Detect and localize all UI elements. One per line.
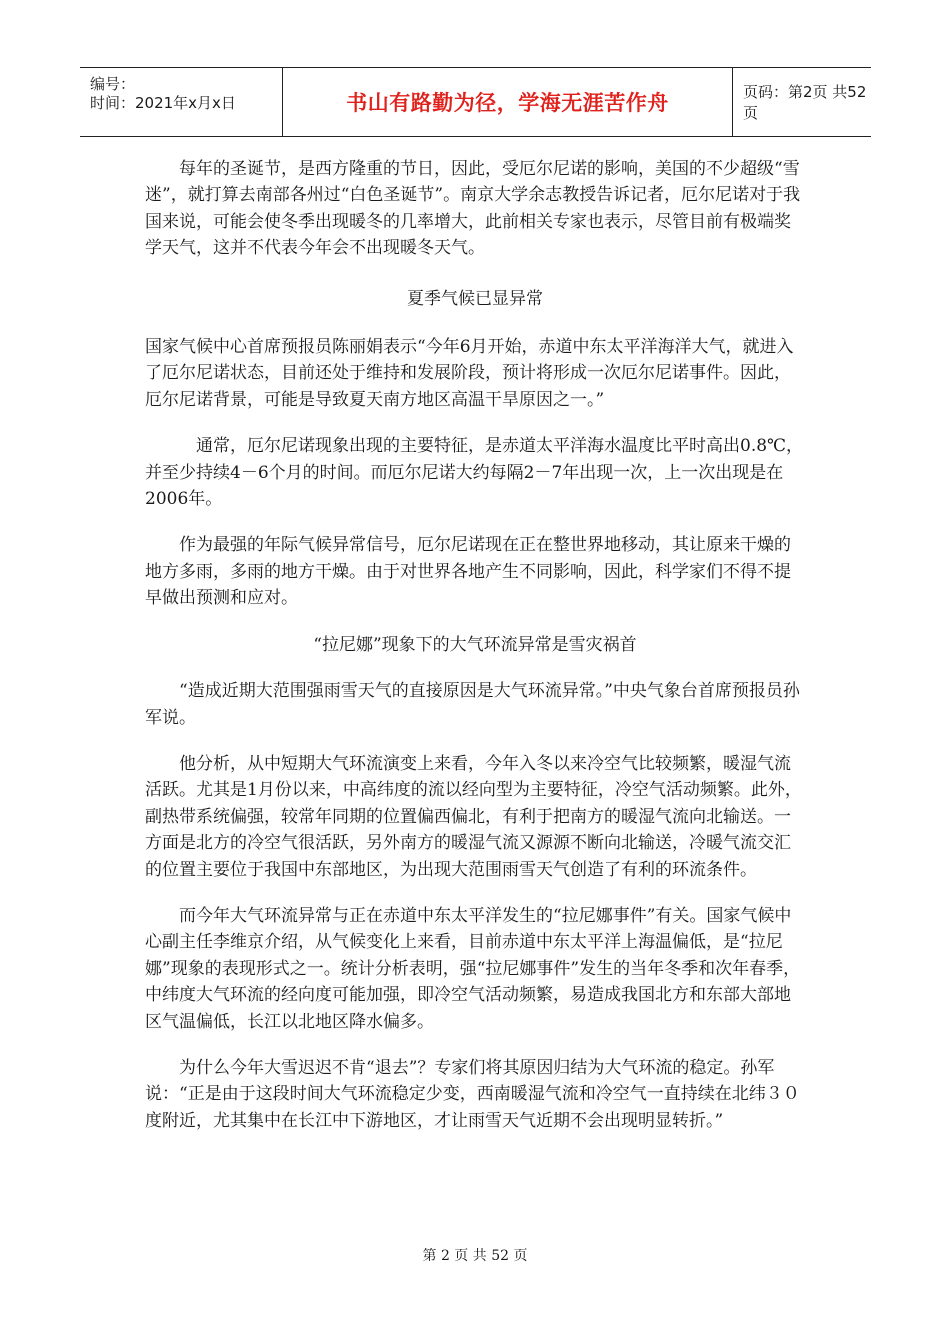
section-heading: “拉尼娜”现象下的大气环流异常是雪灾祸首 bbox=[313, 634, 637, 655]
motto-text: 书山有路勤为径，学海无涯苦作舟 bbox=[346, 91, 669, 115]
section-heading: 夏季气候已显异常 bbox=[407, 288, 543, 309]
paragraph: 通常，厄尔尼诺现象出现的主要特征，是赤道太平洋海水温度比平时高出0.8℃，并至少持续4－6个月的时间。而厄尔尼诺大约每隔2－7年出现一次，上一次出现是在2006年。 bbox=[145, 436, 804, 510]
header-meta-cell bbox=[80, 68, 283, 136]
document-body bbox=[145, 156, 805, 1134]
paragraph: 每年的圣诞节，是西方隆重的节日，因此，受厄尔尼诺的影响，美国的不少超级“雪迷”，就打算去南部各州过“白色圣诞节”。南京大学余志教授告诉记者，厄尔尼诺对于我国来说，可能会使冬季出现暖冬的几率增大，此前相关专家也表示，尽管目前有极端奖学天气，这并不代表今年会不出现暖冬天气。 bbox=[145, 159, 801, 259]
paragraph: 国家气候中心首席预报员陈丽娟表示“今年6月开始，赤道中东太平洋海洋大气，就进入了厄尔尼诺状态，目前还处于维持和发展阶段，预计将形成一次厄尔尼诺事件。因此，厄尔尼诺背景，可能是导致夏天南方地区高温干旱原因之一。” bbox=[145, 337, 794, 410]
page-info: 页码：第2页 共52页 bbox=[743, 83, 867, 122]
header-motto-cell bbox=[283, 68, 733, 136]
header-page-cell bbox=[733, 68, 871, 136]
paragraph: 他分析，从中短期大气环流演变上来看，今年入冬以来冷空气比较频繁，暖湿气流活跃。尤其是1月份以来，中高纬度的流以经向型为主要特征，冷空气活动频繁。此外，副热带系统偏强，较常年同期的位置偏西偏北，有利于把南方的暖湿气流向北输送。一方面是北方的冷空气很活跃，另外南方的暖湿气流又源源不断向北输送，冷暖气流交汇的位置主要位于我国中东部地区，为出现大范围雨雪天气创造了有利的环流条件。 bbox=[145, 753, 802, 880]
number-label: 编号： bbox=[90, 75, 136, 93]
paragraph: 而今年大气环流异常与正在赤道中东太平洋发生的“拉尼娜事件”有关。国家气候中心副主任李维京介绍，从气候变化上来看，目前赤道中东太平洋上海温偏低，是“拉尼娜”现象的表现形式之一。统计分析表明，强“拉尼娜事件”发生的当年冬季和次年春季，中纬度大气环流的经向度可能加强，即冷空气活动频繁，易造成我国北方和东部大部地区气温偏低，长江以北地区降水偏多。 bbox=[145, 905, 801, 1032]
paragraph: “造成近期大范围强雨雪天气的直接原因是大气环流异常。”中央气象台首席预报员孙军说。 bbox=[145, 681, 800, 728]
paragraph: 作为最强的年际气候异常信号，厄尔尼诺现在正在整世界地移动，其让原来干燥的地方多雨，多雨的地方干燥。由于对世界各地产生不同影响，因此，科学家们不得不提早做出预测和应对。 bbox=[145, 535, 791, 609]
time-label: 时间：2021年x月x日 bbox=[90, 94, 236, 112]
page-footer: 第 2 页 共 52 页 bbox=[422, 1248, 528, 1264]
paragraph: 为什么今年大雪迟迟不肯“退去”？专家们将其原因归结为大气环流的稳定。孙军说：“正是由于这段时间大气环流稳定少变，西南暖湿气流和冷空气一直持续在北纬３０度附近，尤其集中在长江中下游地区，才让雨雪天气近期不会出现明显转折。” bbox=[145, 1057, 800, 1131]
document-header bbox=[80, 67, 871, 137]
